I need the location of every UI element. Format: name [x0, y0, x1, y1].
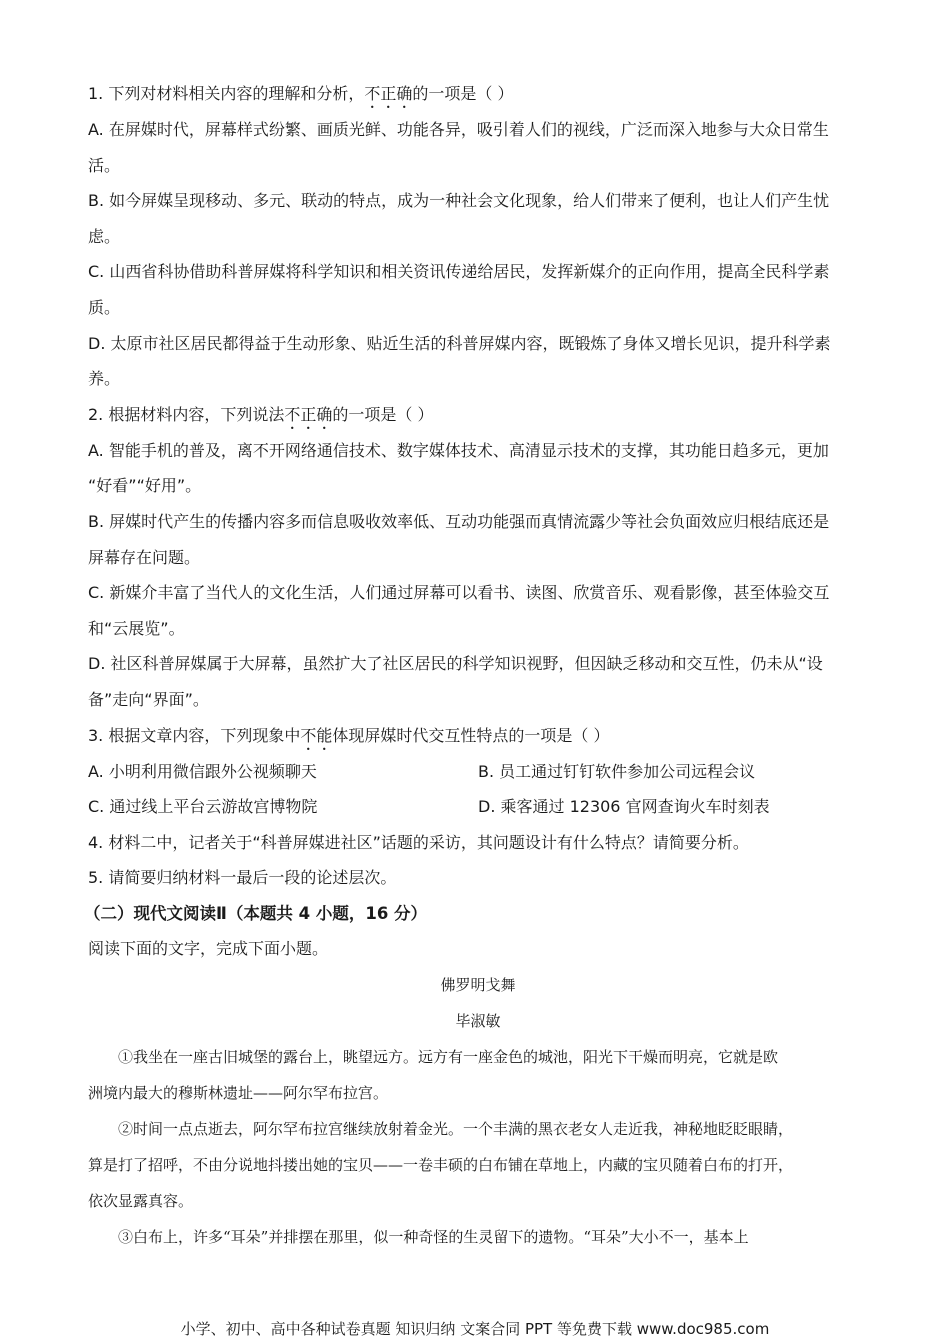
q3-option-b: B. 员工通过钉钉软件参加公司远程会议	[478, 761, 756, 781]
q3-option-a: A. 小明利用微信跟外公视频聊天	[88, 761, 317, 781]
question-5: 5. 请简要归纳材料一最后一段的论述层次。	[88, 868, 397, 888]
q3-options-row-1	[88, 754, 868, 790]
paragraph-2-cont: 算是打了招呼，不由分说地抖搂出她的宝贝——一卷丰硕的白布铺在草地上，内藏的宝贝随着白布的打开，	[88, 1156, 794, 1175]
q2-option-d: D. 社区科普屏媒属于大屏幕，虽然扩大了社区居民的科学知识视野，但因缺乏移动和交互性，仍未从“设	[88, 654, 823, 674]
footer-watermark: 小学、初中、高中各种试卷真题 知识归纳 文案合同 PPT 等免费下载 www.doc985.com	[180, 1320, 770, 1338]
q3-option-c: C. 通过线上平台云游故宫博物院	[88, 797, 318, 817]
q2-option-c: C. 新媒介丰富了当代人的文化生活，人们通过屏幕可以看书、读图、欣赏音乐、观看影像，甚至体验交互	[88, 583, 830, 603]
q1-option-d-cont: 养。	[88, 369, 121, 389]
question-2-stem	[88, 397, 868, 433]
stem-text: 1. 下列对材料相关内容的理解和分析，	[88, 84, 365, 103]
q1-option-c: C. 山西省科协借助科普屏媒将科学知识和相关资讯传递给居民，发挥新媒介的正向作用，提高全民科学素	[88, 262, 830, 282]
q1-option-b-cont: 虑。	[88, 226, 121, 246]
emphasis-text: 不正确	[364, 84, 413, 103]
paragraph-2-cont: 依次显露真容。	[88, 1192, 194, 1211]
q2-option-d-cont: 备”走向“界面”。	[88, 689, 209, 709]
q1-option-a: A. 在屏媒时代，屏幕样式纷繁、画质光鲜、功能各异，吸引着人们的视线，广泛而深入地参与大众日常生	[88, 120, 829, 139]
instruction: 阅读下面的文字，完成下面小题。	[88, 939, 329, 959]
q2-option-a: A. 智能手机的普及，离不开网络通信技术、数字媒体技术、高清显示技术的支撑，其功能日趋多元，更加	[88, 440, 829, 460]
emphasis-text: 不正确	[284, 404, 333, 424]
paragraph-1: ①我坐在一座古旧城堡的露台上，眺望远方。远方有一座金色的城池，阳光下干燥而明亮，它就是欧	[118, 1048, 779, 1067]
q2-option-c-cont: 和“云展览”。	[88, 618, 185, 638]
paragraph-3: ③白布上，许多“耳朵”并排摆在那里，似一种奇怪的生灵留下的遗物。“耳朵”大小不一，基本上	[118, 1228, 749, 1247]
article-author: 毕淑敏	[455, 1012, 501, 1031]
q2-option-a-cont: “好看”“好用”。	[88, 476, 202, 496]
q3-options-row-2	[88, 789, 868, 825]
stem-text: 3. 根据文章内容，下列现象中	[88, 725, 301, 745]
q1-option-d: D. 太原市社区居民都得益于生动形象、贴近生活的科普屏媒内容，既锻炼了身体又增长见识，提升科学素	[88, 333, 831, 353]
stem-text: 体现屏媒时代交互性特点的一项是（ ）	[332, 725, 610, 745]
article-title: 佛罗明戈舞	[440, 976, 516, 995]
paragraph-2: ②时间一点点逝去，阿尔罕布拉宫继续放射着金光。一个丰满的黑衣老女人走近我，神秘地眨眨眼睛，	[118, 1120, 794, 1139]
question-3-stem	[88, 718, 868, 754]
q1-option-a-cont: 活。	[88, 155, 121, 175]
question-1-stem	[88, 76, 868, 112]
emphasis-text: 不能	[300, 725, 333, 745]
stem-text: 的一项是（ ）	[332, 404, 434, 424]
q1-option-b: B. 如今屏媒呈现移动、多元、联动的特点，成为一种社会文化现象，给人们带来了便利，也让人们产生忧	[88, 191, 830, 211]
exam-page	[84, 76, 868, 1255]
stem-text: 2. 根据材料内容，下列说法	[88, 404, 285, 424]
q1-option-c-cont: 质。	[88, 297, 121, 317]
stem-text: 的一项是（ ）	[412, 84, 514, 103]
q2-option-b-cont: 屏幕存在问题。	[88, 547, 201, 567]
q3-option-d: D. 乘客通过 12306 官网查询火车时刻表	[478, 797, 770, 817]
question-4: 4. 材料二中，记者关于“科普屏媒进社区”话题的采访，其问题设计有什么特点？请简要分析。	[88, 832, 749, 852]
paragraph-1-cont: 洲境内最大的穆斯林遗址——阿尔罕布拉宫。	[88, 1084, 389, 1103]
section-title: （二）现代文阅读Ⅱ（本题共 4 小题，16 分）	[84, 903, 428, 923]
q2-option-b: B. 屏媒时代产生的传播内容多而信息吸收效率低、互动功能强而真情流露少等社会负面效应归根结底还是	[88, 511, 830, 531]
